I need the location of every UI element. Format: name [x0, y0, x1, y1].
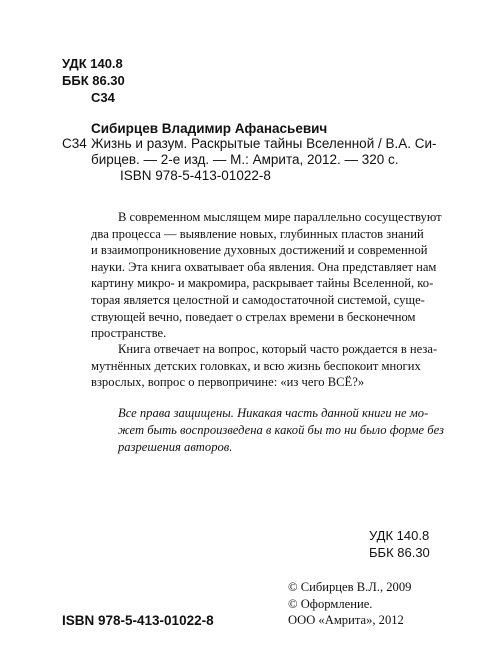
udk-code-bottom: УДК 140.8 [369, 528, 430, 543]
text-line: торая является целостной и самодостаточной системой, суще- [91, 292, 425, 307]
text-line: пространстве. [91, 326, 167, 341]
text-line: жет быть воспроизведена в какой бы то ни было форме без [118, 422, 444, 437]
copyright-line: ООО «Амрита», 2012 [288, 613, 404, 627]
text-line: В современном мыслящем мире параллельно сосуществуют [118, 210, 442, 224]
bbk-code-bottom: ББК 86.30 [369, 545, 430, 560]
copyright-line: © Сибирцев В.Л., 2009 [288, 580, 412, 594]
udk-code: УДК 140.8 [62, 56, 123, 71]
rights-notice [118, 405, 444, 455]
author-name: Сибирцев Владимир Афанасьевич [91, 121, 328, 136]
bbk-code: ББК 86.30 [62, 73, 125, 88]
text-line: взрослых, вопрос о первопричине: «из чего ВСЁ?» [91, 375, 365, 390]
bibliographic-line: бирцев. — 2-е изд. — М.: Амрита, 2012. — 320 с. [91, 152, 399, 167]
isbn-bottom: ISBN 978-5-413-01022-8 [62, 613, 214, 628]
text-line: и взаимопроникновение духовных достижений и современной [91, 243, 428, 258]
text-line: науки. Эта книга охватывает оба явления. Она представляет нам [91, 259, 437, 274]
text-line: ствующей вечно, поведает о стрелах времени в бесконечном [91, 309, 416, 324]
annotation-paragraph [91, 341, 438, 391]
record-isbn: ISBN 978-5-413-01022-8 [120, 168, 271, 183]
text-line: разрешения авторов. [118, 439, 233, 454]
copyright-line: © Оформление. [288, 597, 373, 611]
author-sign-code: С34 [91, 90, 115, 105]
bibliographic-line: Жизнь и разум. Раскрытые тайны Вселенной / В.А. Си- [91, 136, 437, 151]
text-line: Все права защищены. Никакая часть данной книги не мо- [118, 406, 429, 420]
text-line: картину микро- и макромира, раскрывает тайны Вселенной, ко- [91, 276, 434, 291]
text-line: Книга отвечает на вопрос, который часто рождается в неза- [118, 342, 438, 356]
annotation-paragraph [91, 209, 442, 342]
record-author-sign: С34 [62, 136, 87, 151]
text-line: два процесса — выявление новых, глубинных пластов знаний [91, 226, 424, 241]
text-line: мутнённых детских головках, и всю жизнь беспокоит многих [91, 358, 421, 373]
